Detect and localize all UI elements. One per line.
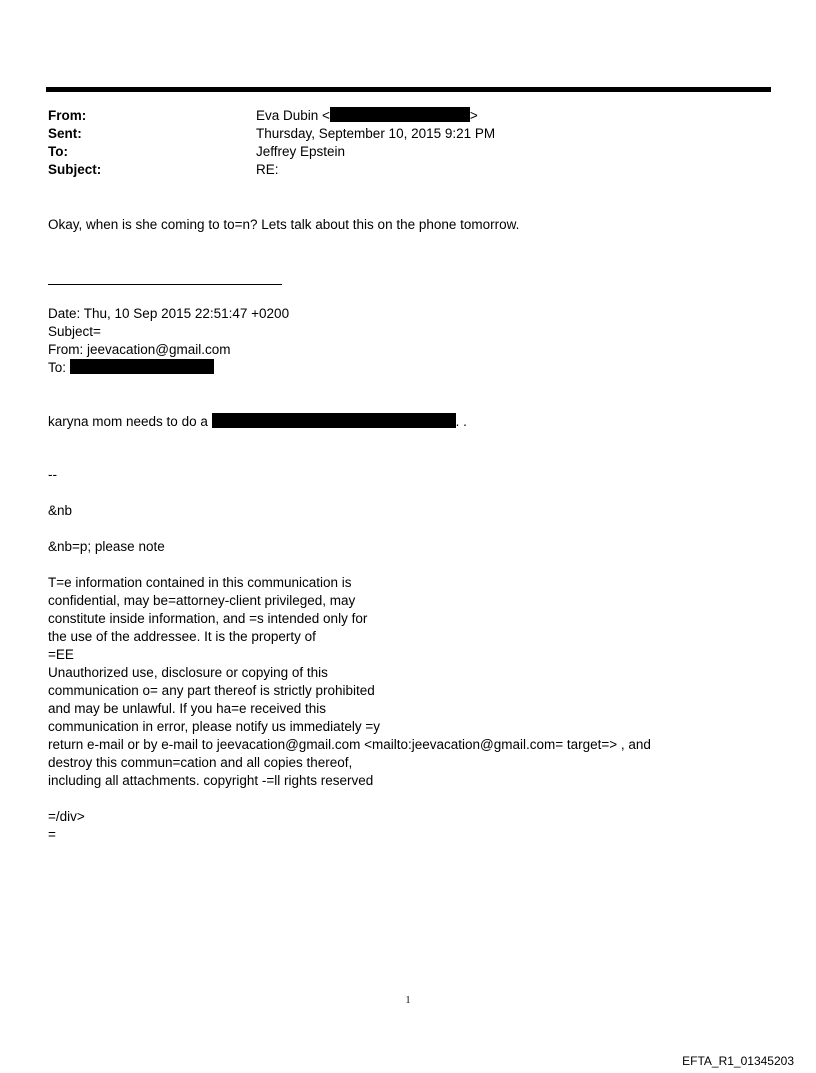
disclaimer-line: confidential, may be=attorney-client privileged, may [48, 593, 356, 608]
quoted-message [48, 413, 467, 431]
to-value: Jeffrey Epstein [256, 144, 346, 159]
document-id: EFTA_R1_01345203 [682, 1054, 794, 1068]
subject-label: Subject: [48, 162, 102, 177]
quoted-from: From: jeevacation@gmail.com [48, 342, 231, 357]
subject-value: RE: [256, 162, 279, 177]
message-end: . . [455, 414, 467, 429]
from-name: Eva Dubin < [256, 108, 330, 123]
to-label: To: [48, 144, 68, 159]
from-end: > [469, 108, 478, 123]
redaction-box [70, 359, 214, 374]
equals-line: = [48, 827, 56, 842]
disclaimer-line: communication in error, please notify us immediately =y [48, 719, 381, 734]
redaction-box [212, 413, 456, 428]
disclaimer-line: T=e information contained in this communication is [48, 575, 352, 590]
disclaimer-line: =EE [48, 647, 74, 662]
sent-label: Sent: [48, 126, 82, 141]
disclaimer-line: Unauthorized use, disclosure or copying of this [48, 665, 328, 680]
from-label: From: [48, 108, 87, 123]
quoted-subject: Subject= [48, 324, 101, 339]
quoted-date: Date: Thu, 10 Sep 2015 22:51:47 +0200 [48, 306, 290, 321]
quoted-to-label: To: [48, 360, 67, 375]
disclaimer-line: and may be unlawful. If you ha=e received this [48, 701, 327, 716]
reply-text: Okay, when is she coming to to=n? Lets talk about this on the phone tomorrow. [48, 217, 520, 232]
quoted-to [48, 359, 214, 377]
disclaimer-line: destroy this commun=cation and all copies thereof, [48, 755, 353, 770]
div-close-line: =/div> [48, 809, 85, 824]
nbsp-line-2: &nb=p; please note [48, 539, 165, 554]
message-start: karyna mom needs to do a [48, 414, 208, 429]
page-number: 1 [405, 995, 411, 1006]
sent-value: Thursday, September 10, 2015 9:21 PM [256, 126, 496, 141]
header-rule [46, 87, 771, 92]
disclaimer-line: the use of the addressee. It is the property of [48, 629, 316, 644]
separator-line [48, 284, 282, 285]
disclaimer-line: constitute inside information, and =s intended only for [48, 611, 368, 626]
signature-dash: -- [48, 467, 57, 482]
redaction-box [330, 107, 470, 122]
from-value [256, 107, 478, 125]
disclaimer-line: including all attachments. copyright -=ll rights reserved [48, 773, 374, 788]
nbsp-line-1: &nb [48, 503, 73, 518]
disclaimer-line: return e-mail or by e-mail to jeevacation@gmail.com <mailto:jeevacation@gmail.com= target=> , and [48, 737, 651, 752]
disclaimer-line: communication o= any part thereof is strictly prohibited [48, 683, 375, 698]
